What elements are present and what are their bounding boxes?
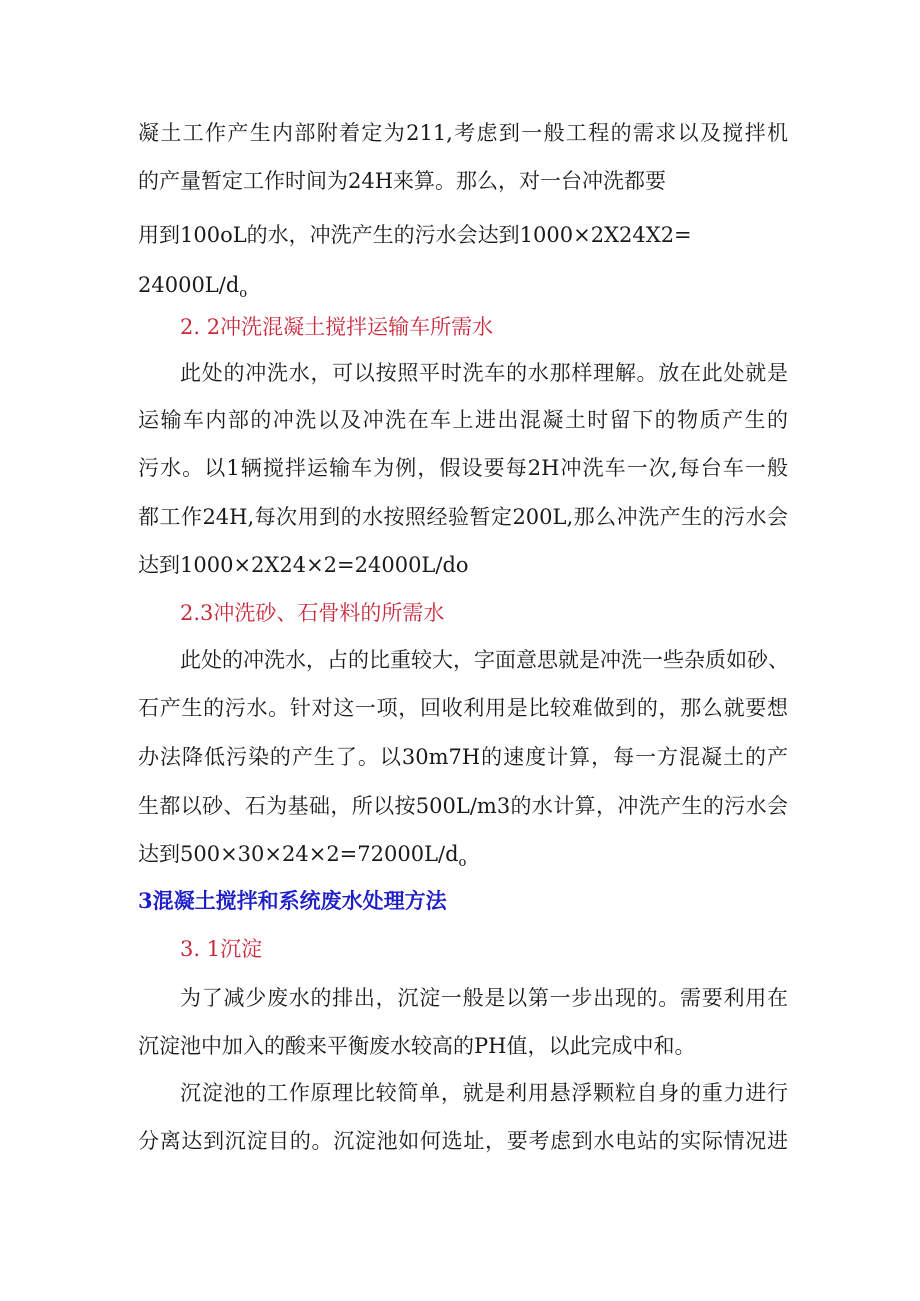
paragraph-line: 生都以砂、石为基础，所以按500L∕m3的水计算，冲洗产生的污水会 [138, 794, 788, 818]
section-heading-3: 3混凝土搅拌和系统废水处理方法 [138, 888, 447, 913]
subheading-3-1: 3. 1沉淀 [180, 937, 263, 961]
subscript-o: o [458, 855, 467, 870]
subheading-2-3: 2.3冲洗砂、石骨料的所需水 [180, 601, 445, 625]
paragraph-text: 达到500×30×24×2=72000L∕d [138, 842, 459, 866]
paragraph-line: 凝土工作产生内部附着定为211,考虑到一般工程的需求以及搅拌机 [138, 121, 788, 145]
subheading-2-2: 2. 2冲洗混凝土搅拌运输车所需水 [180, 315, 494, 339]
paragraph-line: 沉淀池中加入的酸来平衡废水较高的PH值，以此完成中和。 [138, 1034, 696, 1058]
paragraph-line: 污水。以1辆搅拌运输车为例，假设要每2H冲洗车一次,每台车一般 [138, 456, 788, 480]
paragraph-line: 都工作24H,每次用到的水按照经验暂定200L,那么冲洗产生的污水会 [138, 505, 788, 529]
paragraph-line: 石产生的污水。针对这一项，回收利用是比较难做到的，那么就要想 [138, 696, 788, 720]
paragraph-line [138, 270, 788, 304]
paragraph-text: 24000L∕d [138, 273, 240, 297]
paragraph-line: 运输车内部的冲洗以及冲洗在车上进出混凝土时留下的物质产生的 [138, 408, 788, 432]
paragraph-line: 此处的冲洗水，占的比重较大，字面意思就是冲洗一些杂质如砂、 [180, 648, 789, 672]
paragraph-line: 办法降低污染的产生了。以30m7H的速度计算，每一方混凝土的产 [138, 745, 788, 769]
paragraph-line: 为了减少废水的排出，沉淀一般是以第一步出现的。需要利用在 [180, 986, 788, 1010]
paragraph-line: 沉淀池的工作原理比较简单，就是利用悬浮颗粒自身的重力进行 [180, 1081, 788, 1105]
subscript-o: o [239, 286, 248, 301]
paragraph-line: 分离达到沉淀目的。沉淀池如何选址，要考虑到水电站的实际情况进 [138, 1129, 788, 1153]
paragraph-line [138, 839, 788, 873]
paragraph-line: 用到100oL的水，冲洗产生的污水会达到1000×2X24X2= [138, 223, 692, 247]
paragraph-line: 此处的冲洗水，可以按照平时洗车的水那样理解。放在此处就是 [180, 361, 788, 385]
paragraph-line: 的产量暂定工作时间为24H来算。那么，对一台冲洗都要 [138, 169, 667, 193]
paragraph-line: 达到1000×2X24×2=24000L∕do [138, 553, 469, 577]
